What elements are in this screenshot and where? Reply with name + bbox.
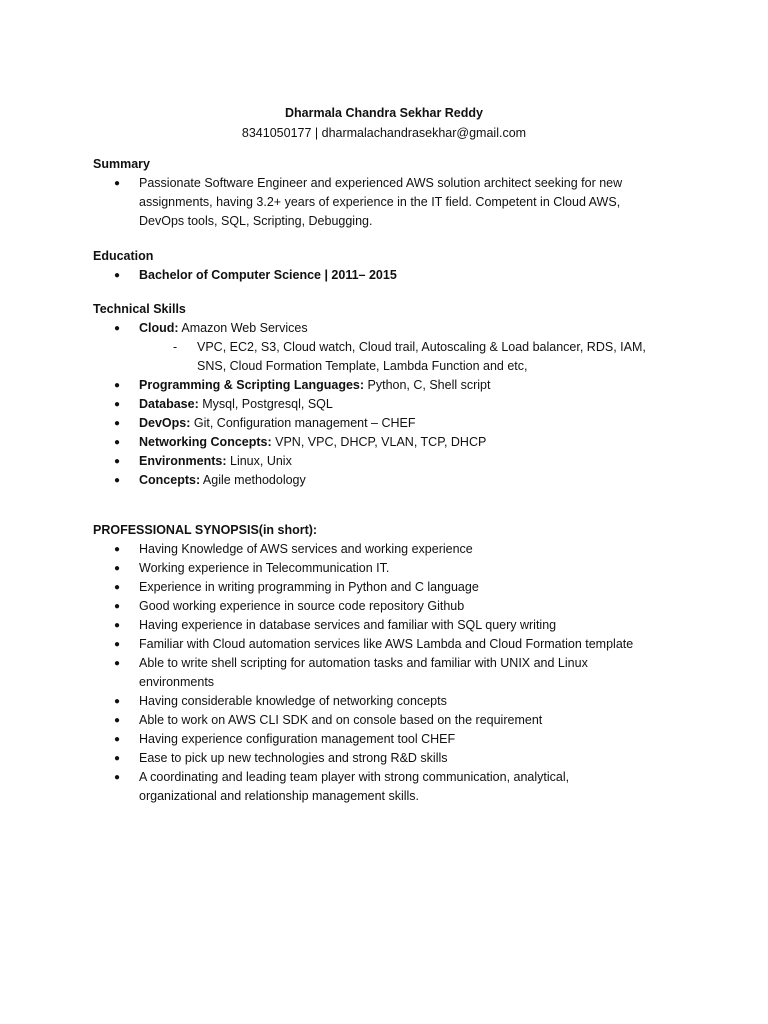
bullet-icon: ● [114, 323, 121, 334]
list-item: ● Having experience configuration management tool CHEF [93, 730, 693, 749]
bullet-icon: ● [114, 582, 121, 593]
summary-item: ● Passionate Software Engineer and experienced AWS solution architect seeking for new assignments, having 3.2+ years of experience in the IT field. Competent in Cloud AWS, DevOps tools, SQL, Scripting, Debugging. [114, 176, 623, 228]
bullet-icon: ● [114, 544, 121, 555]
contact-line: 8341050177 | dharmalachandrasekhar@gmail.com [241, 126, 527, 140]
skill-concepts: ● Concepts: Agile methodology [93, 471, 693, 490]
bullet-icon: ● [114, 620, 121, 631]
bullet-icon: ● [114, 639, 121, 650]
bullet-icon: ● [114, 715, 121, 726]
resume-header [0, 103, 768, 143]
education-item: ● Bachelor of Computer Science | 2011– 2015 [93, 266, 693, 285]
skill-environments: ● Environments: Linux, Unix [93, 452, 693, 471]
list-item: ● Good working experience in source code repository Github [93, 597, 693, 616]
skill-cloud: ● Cloud: Amazon Web Services [93, 319, 693, 338]
synopsis-section [93, 521, 693, 806]
bullet-icon: ● [114, 399, 121, 410]
bullet-icon: ● [114, 437, 121, 448]
bullet-icon: ● [114, 753, 121, 764]
bullet-icon: ● [114, 772, 121, 783]
bullet-icon: ● [114, 270, 121, 281]
list-item: ● Able to work on AWS CLI SDK and on console based on the requirement [93, 711, 693, 730]
bullet-icon: ● [114, 380, 121, 391]
list-item: ● Having Knowledge of AWS services and working experience [93, 540, 693, 559]
bullet-icon: ● [114, 475, 121, 486]
list-item: ● Working experience in Telecommunication IT. [93, 559, 693, 578]
bullet-icon: ● [114, 734, 121, 745]
bullet-icon: ● [114, 563, 121, 574]
list-item: ● Having experience in database services and familiar with SQL query writing [93, 616, 693, 635]
education-heading: Education [93, 249, 154, 263]
candidate-name: Dharmala Chandra Sekhar Reddy [285, 106, 483, 120]
list-item: ● Familiar with Cloud automation services like AWS Lambda and Cloud Formation template [93, 635, 693, 654]
skill-programming: ● Programming & Scripting Languages: Python, C, Shell script [93, 376, 693, 395]
summary-section [93, 155, 693, 231]
list-item: ● Experience in writing programming in Python and C language [93, 578, 693, 597]
education-section [93, 247, 693, 285]
bullet-icon: ● [114, 601, 121, 612]
list-item: ● Able to write shell scripting for automation tasks and familiar with UNIX and Linux environments [114, 656, 588, 689]
list-item: ● A coordinating and leading team player with strong communication, analytical, organizational and relationship management skills. [114, 770, 570, 803]
dash-icon: - [173, 340, 178, 354]
summary-heading: Summary [93, 157, 150, 171]
list-item: ● Having considerable knowledge of networking concepts [93, 692, 693, 711]
bullet-icon: ● [114, 696, 121, 707]
skill-database: ● Database: Mysql, Postgresql, SQL [93, 395, 693, 414]
skill-networking: ● Networking Concepts: VPN, VPC, DHCP, VLAN, TCP, DHCP [93, 433, 693, 452]
bullet-icon: ● [114, 658, 121, 669]
cloud-services-list: - VPC, EC2, S3, Cloud watch, Cloud trail, Autoscaling & Load balancer, RDS, IAM, SNS, Cloud Formation Template, Lambda Function and etc, [173, 340, 646, 373]
bullet-icon: ● [114, 178, 121, 189]
bullet-icon: ● [114, 418, 121, 429]
list-item: ● Ease to pick up new technologies and strong R&D skills [93, 749, 693, 768]
skill-devops: ● DevOps: Git, Configuration management – CHEF [93, 414, 693, 433]
skills-section [93, 300, 693, 490]
bullet-icon: ● [114, 456, 121, 467]
skills-heading: Technical Skills [93, 302, 186, 316]
synopsis-heading: PROFESSIONAL SYNOPSIS(in short): [93, 523, 318, 537]
